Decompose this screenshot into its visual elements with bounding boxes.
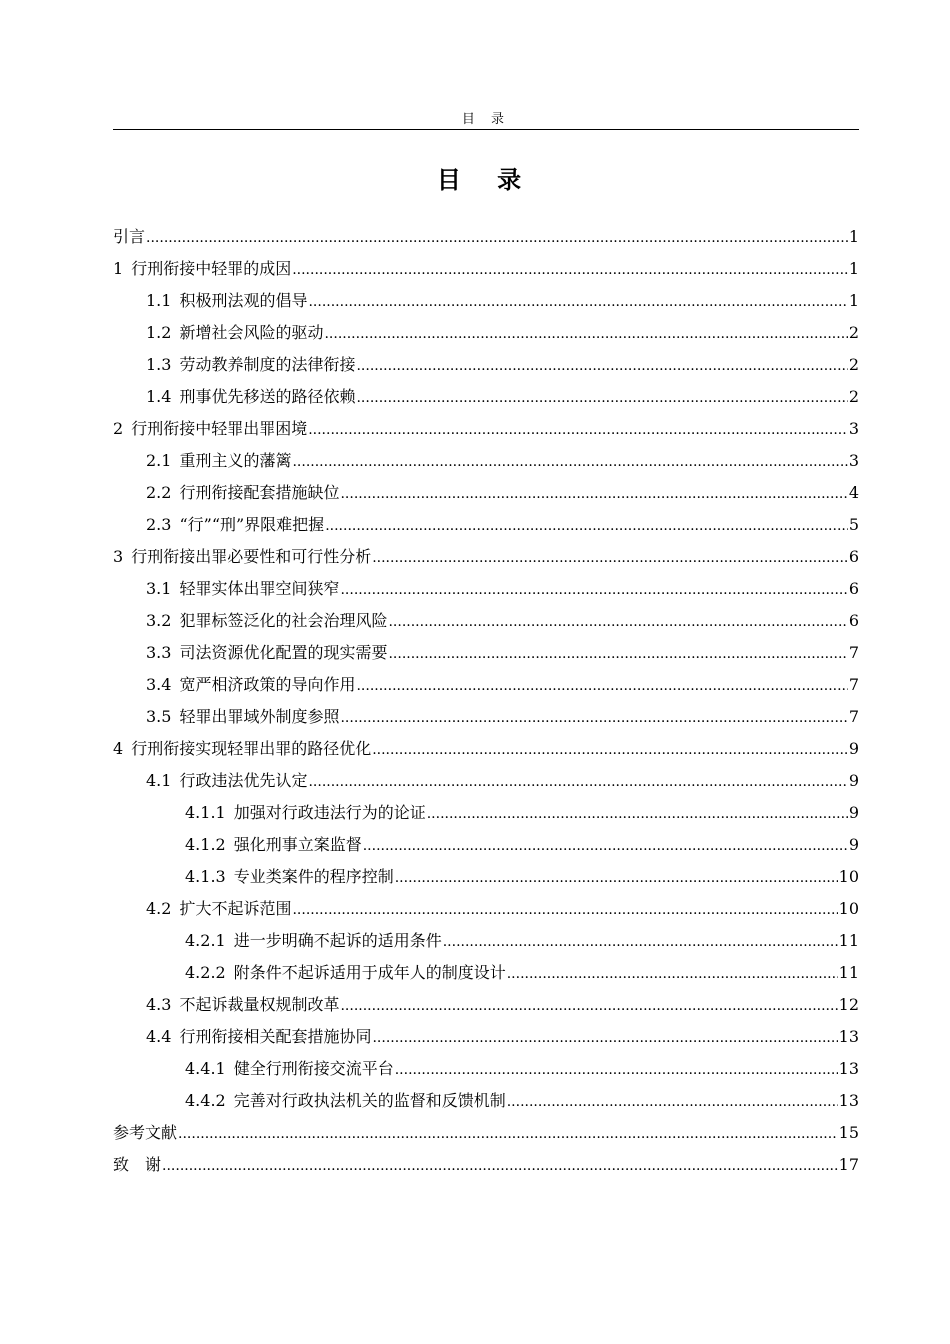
toc-leader-dots [292, 893, 837, 926]
toc-entry-text: 行刑衔接中轻罪出罪困境 [131, 419, 308, 438]
toc-entry[interactable] [113, 861, 859, 893]
toc-leader-dots [178, 1117, 838, 1150]
toc-page-number: 6 [848, 579, 859, 598]
page-title: 目 录 [436, 166, 536, 194]
toc-page-number: 12 [838, 995, 859, 1014]
toc-leader-dots [308, 285, 847, 318]
toc-entry[interactable] [113, 989, 859, 1021]
toc-entry-text: 轻罪实体出罪空间狭窄 [179, 579, 340, 598]
toc-page-number: 7 [848, 643, 859, 662]
toc-entry-number: 2.3 [146, 515, 172, 534]
toc-entry-number: 4.2.2 [185, 963, 226, 982]
toc-leader-dots [162, 1149, 838, 1182]
toc-page-number: 1 [848, 291, 859, 310]
toc-page-number: 2 [848, 355, 859, 374]
toc-leader-dots [388, 637, 847, 670]
toc-entry[interactable] [113, 509, 859, 541]
toc-entry-text: 劳动教养制度的法律衔接 [179, 355, 356, 374]
toc-leader-dots [340, 477, 847, 510]
toc-leader-dots [292, 445, 847, 478]
toc-entry-number: 4.1.2 [185, 835, 226, 854]
header-rule [113, 129, 859, 130]
toc-leader-dots [388, 605, 847, 638]
toc-entry-number: 1.4 [146, 387, 172, 406]
toc-entry-number: 1.3 [146, 355, 172, 374]
toc-entry[interactable] [113, 733, 859, 765]
toc-entry[interactable] [113, 381, 859, 413]
toc-leader-dots [308, 765, 847, 798]
toc-entry-number: 1.2 [146, 323, 172, 342]
toc-entry[interactable] [113, 541, 859, 573]
toc-page-number: 1 [848, 227, 859, 246]
toc-entry-text: 专业类案件的程序控制 [233, 867, 394, 886]
toc-leader-dots [395, 861, 838, 894]
toc-entry-text: 刑事优先移送的路径依赖 [179, 387, 356, 406]
toc-entry[interactable] [113, 637, 859, 669]
toc-page-number: 7 [848, 675, 859, 694]
toc-entry-number: 4.4.2 [185, 1091, 226, 1110]
toc-leader-dots [372, 733, 848, 766]
toc-entry[interactable] [113, 701, 859, 733]
toc-entry[interactable] [113, 1021, 859, 1053]
toc-leader-dots [324, 317, 847, 350]
toc-entry[interactable] [113, 221, 859, 253]
toc-entry-number: 4.1.1 [185, 803, 226, 822]
toc-entry-text: 致 谢 [113, 1155, 162, 1174]
toc-entry[interactable] [113, 349, 859, 381]
toc-entry-text: 健全行刑衔接交流平台 [233, 1059, 394, 1078]
toc-leader-dots [443, 925, 838, 958]
toc-entry[interactable] [113, 797, 859, 829]
toc-entry[interactable] [113, 669, 859, 701]
toc-entry[interactable] [113, 829, 859, 861]
toc-leader-dots [325, 509, 848, 542]
toc-entry[interactable] [113, 925, 859, 957]
toc-leader-dots [340, 573, 847, 606]
toc-entry-text: 宽严相济政策的导向作用 [179, 675, 356, 694]
toc-page-number: 4 [848, 483, 859, 502]
toc-page-number: 11 [838, 931, 859, 950]
toc-leader-dots [146, 221, 848, 254]
toc-entry-text: 犯罪标签泛化的社会治理风险 [179, 611, 388, 630]
toc-entry-text: 行刑衔接出罪必要性和可行性分析 [131, 547, 372, 566]
toc-page-number: 1 [848, 259, 859, 278]
toc-entry[interactable] [113, 445, 859, 477]
toc-entry-number: 1 [113, 259, 124, 278]
toc-entry-number: 4.2 [146, 899, 172, 918]
toc-entry-number: 4.4.1 [185, 1059, 226, 1078]
toc-leader-dots [356, 349, 847, 382]
toc-entry-text: 进一步明确不起诉的适用条件 [233, 931, 442, 950]
toc-entry-number: 4.4 [146, 1027, 172, 1046]
toc-entry-text: 新增社会风险的驱动 [179, 323, 324, 342]
toc-entry[interactable] [113, 317, 859, 349]
toc-entry-text: 扩大不起诉范围 [179, 899, 292, 918]
toc-entry-number: 1.1 [146, 291, 172, 310]
toc-entry[interactable] [113, 957, 859, 989]
toc-leader-dots [372, 541, 848, 574]
toc-entry-text: “行”“刑”界限难把握 [179, 515, 325, 534]
toc-entry-text: 行刑衔接相关配套措施协同 [179, 1027, 372, 1046]
toc-entry-number: 2.2 [146, 483, 172, 502]
toc-entry[interactable] [113, 1053, 859, 1085]
toc-page-number: 9 [848, 835, 859, 854]
toc-entry-number: 2 [113, 419, 124, 438]
toc-leader-dots [427, 797, 848, 830]
toc-page-number: 9 [848, 803, 859, 822]
toc-entry-number: 3.5 [146, 707, 172, 726]
toc-page-number: 2 [848, 387, 859, 406]
toc-entry-text: 不起诉裁量权规制改革 [179, 995, 340, 1014]
toc-entry-text: 积极刑法观的倡导 [179, 291, 308, 310]
toc-entry-number: 4.2.1 [185, 931, 226, 950]
toc-page-number: 10 [838, 899, 859, 918]
toc-entry-text: 重刑主义的藩篱 [179, 451, 292, 470]
toc-leader-dots [372, 1021, 837, 1054]
toc-leader-dots [507, 957, 838, 990]
toc-page-number: 11 [838, 963, 859, 982]
toc-page-number: 7 [848, 707, 859, 726]
toc-entry[interactable] [113, 893, 859, 925]
running-header: 目 录 [461, 112, 511, 127]
toc-leader-dots [340, 989, 837, 1022]
toc-entry-text: 附条件不起诉适用于成年人的制度设计 [233, 963, 506, 982]
toc-leader-dots [356, 669, 847, 702]
toc-page-number: 10 [838, 867, 859, 886]
toc-leader-dots [292, 253, 848, 286]
toc-entry-text: 加强对行政违法行为的论证 [233, 803, 426, 822]
toc-page-number: 5 [848, 515, 859, 534]
toc-leader-dots [340, 701, 847, 734]
toc-entry-text: 完善对行政执法机关的监督和反馈机制 [233, 1091, 506, 1110]
toc-entry-text: 行政违法优先认定 [179, 771, 308, 790]
toc-entry[interactable] [113, 253, 859, 285]
toc-entry-number: 3.2 [146, 611, 172, 630]
toc-page-number: 3 [848, 451, 859, 470]
toc-leader-dots [308, 413, 848, 446]
toc-page-number: 13 [838, 1027, 859, 1046]
toc-entry-text: 强化刑事立案监督 [233, 835, 362, 854]
toc-entry-text: 引言 [113, 227, 146, 246]
toc-leader-dots [507, 1085, 838, 1118]
toc-leader-dots [356, 381, 847, 414]
toc-page-number: 13 [838, 1091, 859, 1110]
toc-entry[interactable] [113, 573, 859, 605]
toc-entry-number: 2.1 [146, 451, 172, 470]
toc-page-number: 17 [838, 1155, 859, 1174]
toc-entry-number: 3.1 [146, 579, 172, 598]
toc-page-number: 15 [838, 1123, 859, 1142]
toc-entry-text: 轻罪出罪域外制度参照 [179, 707, 340, 726]
toc-leader-dots [395, 1053, 838, 1086]
table-of-contents [113, 221, 859, 1181]
toc-page-number: 2 [848, 323, 859, 342]
toc-page-number: 9 [848, 771, 859, 790]
toc-entry-number: 4.1 [146, 771, 172, 790]
toc-page-number: 6 [848, 547, 859, 566]
toc-entry-number: 3.3 [146, 643, 172, 662]
toc-entry-number: 3 [113, 547, 124, 566]
toc-entry-number: 3.4 [146, 675, 172, 694]
toc-entry[interactable] [113, 413, 859, 445]
toc-entry-text: 行刑衔接配套措施缺位 [179, 483, 340, 502]
toc-entry[interactable] [113, 285, 859, 317]
toc-entry-number: 4.3 [146, 995, 172, 1014]
toc-entry-number: 4 [113, 739, 124, 758]
toc-page-number: 6 [848, 611, 859, 630]
toc-entry[interactable] [113, 477, 859, 509]
toc-entry-number: 4.1.3 [185, 867, 226, 886]
toc-entry[interactable] [113, 1085, 859, 1117]
toc-page-number: 9 [848, 739, 859, 758]
toc-page-number: 13 [838, 1059, 859, 1078]
toc-entry[interactable] [113, 765, 859, 797]
toc-entry[interactable] [113, 1149, 859, 1181]
toc-leader-dots [363, 829, 848, 862]
toc-entry[interactable] [113, 1117, 859, 1149]
toc-entry-text: 行刑衔接实现轻罪出罪的路径优化 [131, 739, 372, 758]
toc-page-number: 3 [848, 419, 859, 438]
toc-entry-text: 司法资源优化配置的现实需要 [179, 643, 388, 662]
toc-entry-text: 行刑衔接中轻罪的成因 [131, 259, 292, 278]
toc-entry-text: 参考文献 [113, 1123, 178, 1142]
toc-entry[interactable] [113, 605, 859, 637]
